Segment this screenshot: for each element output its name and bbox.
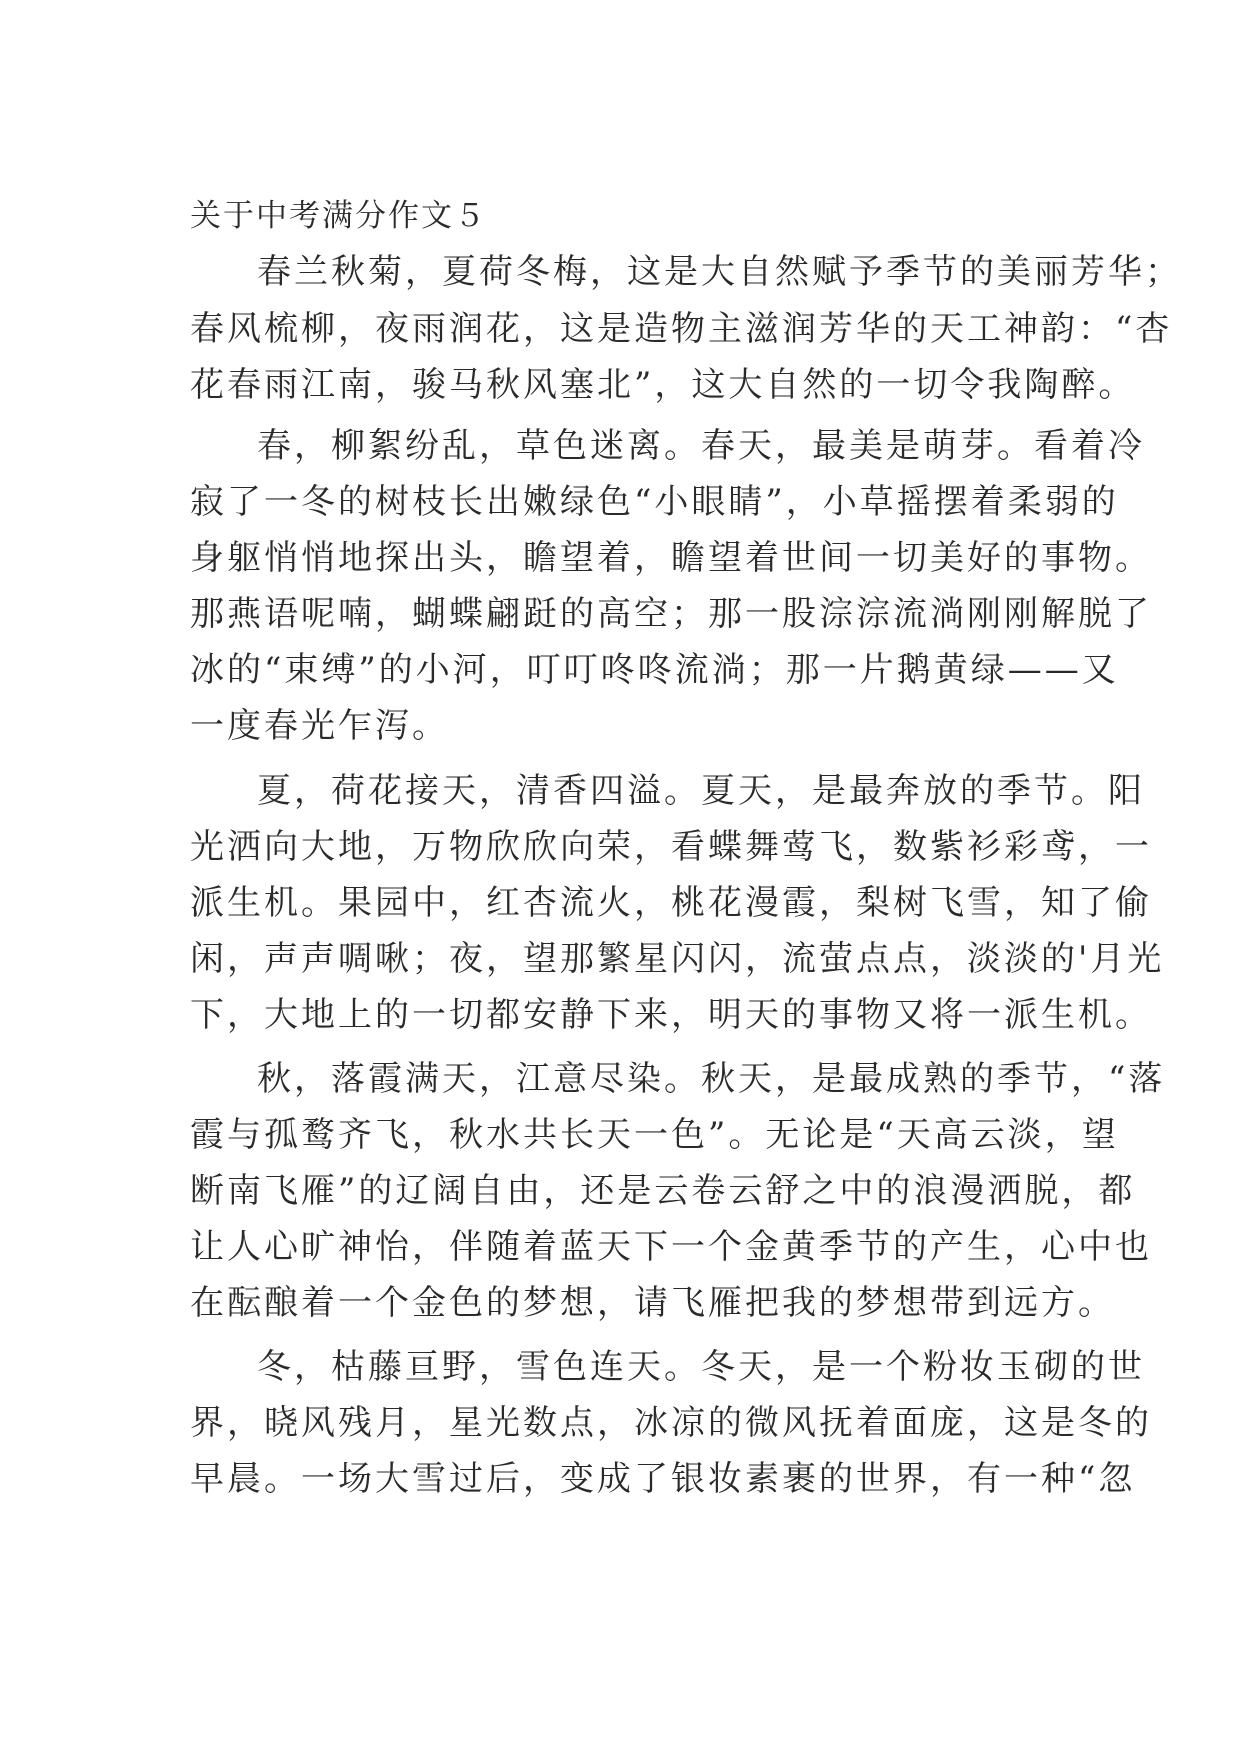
paragraph-2-line-1: 春，柳絮纷乱，草色迷离。春天，最美是萌芽。看着冷 — [257, 426, 1145, 466]
paragraph-4-line-4: 让人心旷神怡，伴随着蓝天下一个金黄季节的产生，心中也 — [190, 1227, 1152, 1267]
paragraph-4-line-2: 霞与孤鹜齐飞，秋水共长天一色”。无论是“天高云淡，望 — [190, 1115, 1119, 1155]
paragraph-5-line-1: 冬，枯藤亘野，雪色连天。冬天，是一个粉妆玉砌的世 — [257, 1347, 1145, 1387]
paragraph-4-line-1: 秋，落霞满天，江意尽染。秋天，是最成熟的季节，“落 — [257, 1059, 1166, 1099]
paragraph-1-line-2: 春风梳柳，夜雨润花，这是造物主滋润芳华的天工神韵：“杏 — [190, 309, 1173, 349]
paragraph-3-line-2: 光洒向大地，万物欣欣向荣，看蝶舞莺飞，数紫衫彩鸢，一 — [190, 827, 1152, 867]
paragraph-4-line-5: 在酝酿着一个金色的梦想，请飞雁把我的梦想带到远方。 — [190, 1283, 1115, 1323]
paragraph-3-line-5: 下，大地上的一切都安静下来，明天的事物又将一派生机。 — [190, 995, 1152, 1035]
paragraph-2-line-5: 冰的“束缚”的小河，叮叮咚咚流淌；那一片鹅黄绿——又 — [190, 650, 1119, 690]
paragraph-5-line-3: 早晨。一场大雪过后，变成了银妆素裹的世界，有一种“忽 — [190, 1459, 1136, 1499]
paragraph-2-line-2: 寂了一冬的树枝长出嫩绿色“小眼睛”，小草摇摆着柔弱的 — [190, 482, 1119, 522]
paragraph-3-line-1: 夏，荷花接天，清香四溢。夏天，是最奔放的季节。阳 — [257, 771, 1145, 811]
document-title: 关于中考满分作文５ — [190, 198, 487, 234]
paragraph-1-line-1: 春兰秋菊，夏荷冬梅，这是大自然赋予季节的美丽芳华； — [257, 252, 1182, 292]
paragraph-3-line-4: 闲，声声啁啾；夜，望那繁星闪闪，流萤点点，淡淡的'月光 — [190, 939, 1165, 979]
paragraph-1-line-3: 花春雨江南，骏马秋风塞北”，这大自然的一切令我陶醉。 — [190, 365, 1136, 405]
paragraph-2-line-4: 那燕语呢喃，蝴蝶翩跹的高空；那一股淙淙流淌刚刚解脱了 — [190, 594, 1152, 634]
paragraph-4-line-3: 断南飞雁”的辽阔自由，还是云卷云舒之中的浪漫洒脱，都 — [190, 1171, 1136, 1211]
paragraph-5-line-2: 界，晓风残月，星光数点，冰凉的微风抚着面庞，这是冬的 — [190, 1403, 1152, 1443]
paragraph-3-line-3: 派生机。果园中，红杏流火，桃花漫霞，梨树飞雪，知了偷 — [190, 883, 1152, 923]
paragraph-2-line-6: 一度春光乍泻。 — [190, 706, 449, 746]
paragraph-2-line-3: 身躯悄悄地探出头，瞻望着，瞻望着世间一切美好的事物。 — [190, 538, 1152, 578]
